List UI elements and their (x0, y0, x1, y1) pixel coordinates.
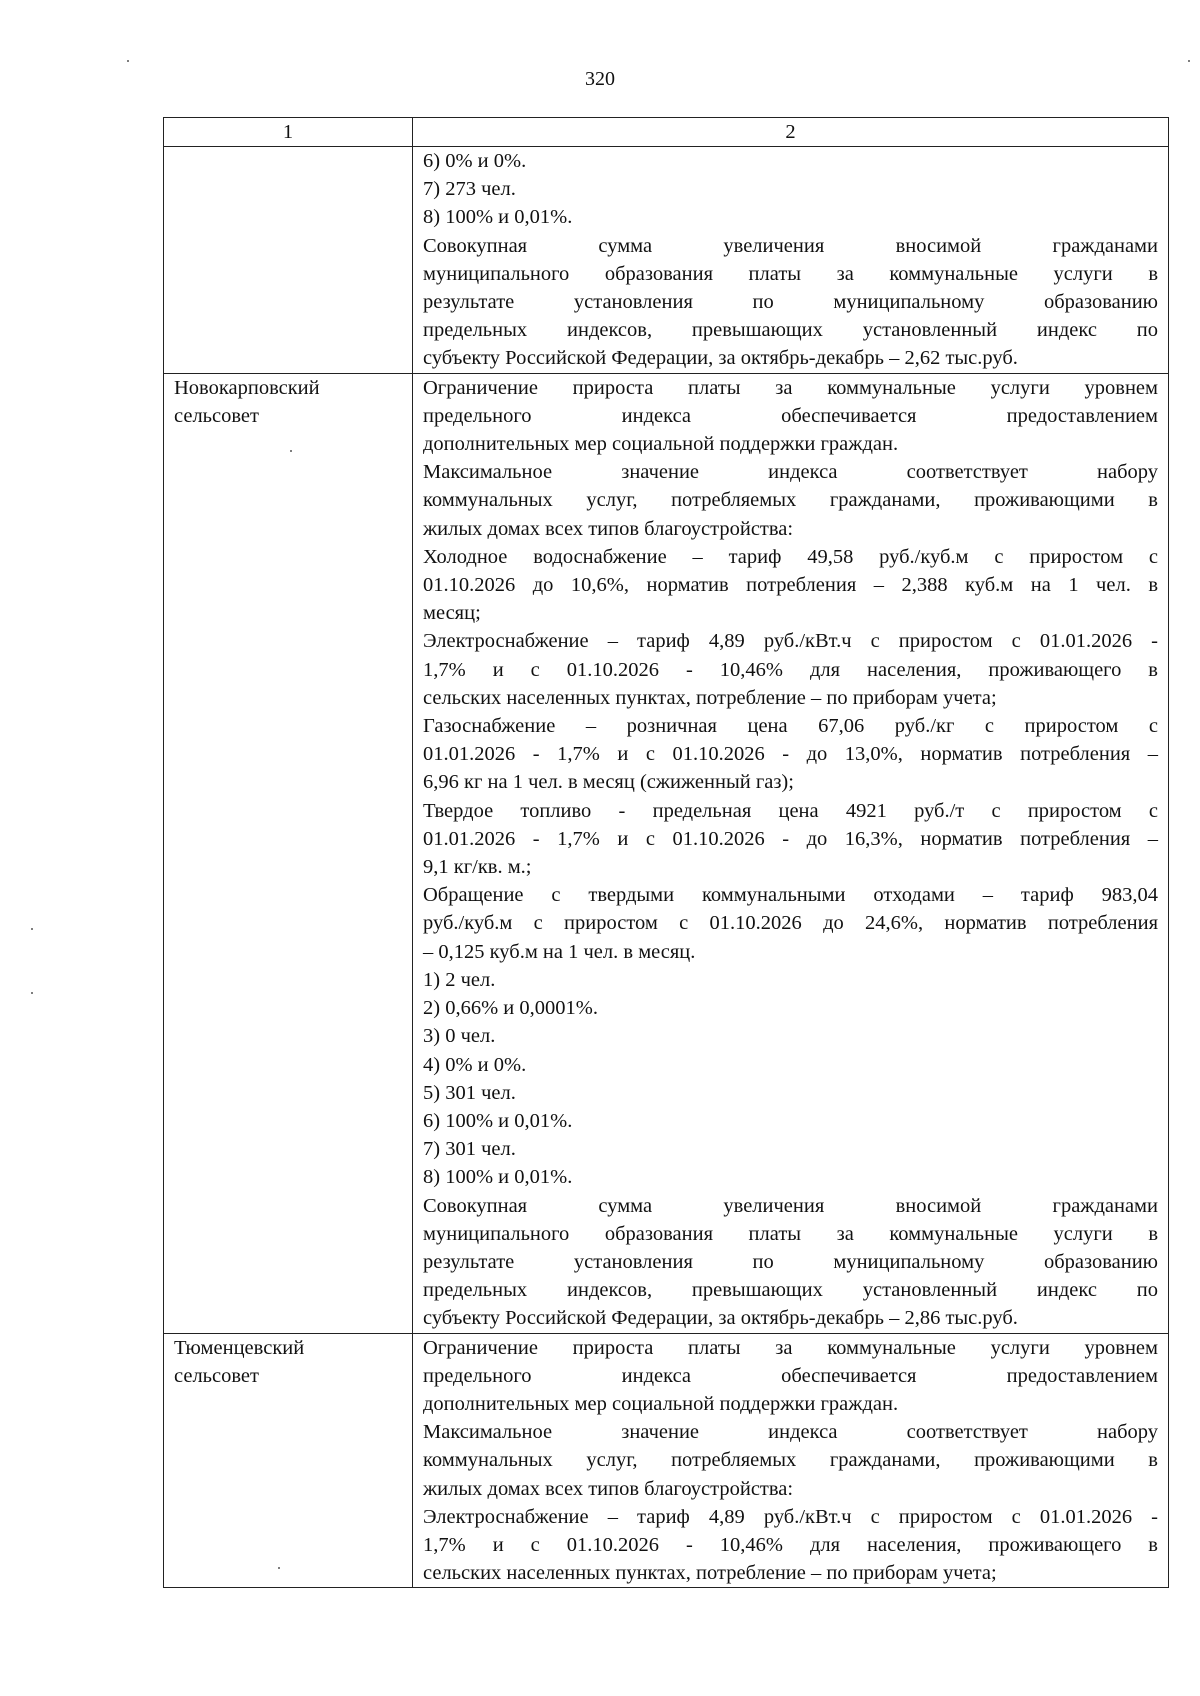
text-line: 6) 100% и 0,01%. (423, 1109, 573, 1132)
text-line: муниципального образования платы за коммунальные услуги в (423, 262, 1158, 285)
scan-speck (1188, 60, 1190, 62)
text-line: 9,1 кг/кв. м.; (423, 856, 532, 879)
text-line: руб./куб.м с приростом с 01.10.2026 до 24,6%, норматив потребления (423, 912, 1158, 935)
text-line: жилых домах всех типов благоустройства: (423, 1477, 794, 1500)
scan-speck (290, 450, 292, 452)
table-body (164, 147, 1169, 1588)
text-line: 8) 100% и 0,01%. (423, 1166, 573, 1189)
text-line: коммунальных услуг, потребляемых гражданами, проживающими в (423, 1449, 1158, 1472)
text-line: Твердое топливо - предельная цена 4921 руб./т с приростом с (423, 799, 1158, 822)
page-number: 320 (585, 68, 615, 90)
text-line: Электроснабжение – тариф 4,89 руб./кВт.ч с приростом с 01.01.2026 - (423, 1505, 1158, 1528)
text-line: 4) 0% и 0%. (423, 1053, 527, 1076)
scan-speck (127, 60, 129, 62)
text-line: Электроснабжение – тариф 4,89 руб./кВт.ч с приростом с 01.01.2026 - (423, 630, 1158, 653)
description-cell (413, 1333, 1169, 1588)
table-row (164, 1333, 1169, 1588)
text-line: 01.01.2026 - 1,7% и с 01.10.2026 - до 13,0%, норматив потребления – (423, 743, 1158, 766)
text-line: Максимальное значение индекса соответствует набору (423, 1421, 1158, 1444)
text-line: 5) 301 чел. (423, 1081, 516, 1104)
text-line: муниципального образования платы за коммунальные услуги в (423, 1222, 1158, 1245)
table-header-row (164, 118, 1169, 147)
column-header-1: 1 (164, 118, 413, 147)
text-line: 7) 273 чел. (423, 178, 516, 201)
text-line: предельного индекса обеспечивается предоставлением (423, 1364, 1158, 1387)
text-line: Максимальное значение индекса соответствует набору (423, 461, 1158, 484)
text-line: Ограничение прироста платы за коммунальные услуги уровнем (423, 1336, 1158, 1359)
text-line: Ограничение прироста платы за коммунальные услуги уровнем (423, 376, 1158, 399)
text-line: 01.10.2026 до 10,6%, норматив потребления – 2,388 куб.м на 1 чел. в (423, 574, 1158, 597)
text-line: субъекту Российской Федерации, за октябрь-декабрь – 2,86 тыс.руб. (423, 1307, 1018, 1330)
text-line: 7) 301 чел. (423, 1138, 516, 1161)
text-line: 6) 0% и 0%. (423, 150, 527, 172)
column-header-2: 2 (413, 118, 1169, 147)
text-line: 8) 100% и 0,01%. (423, 206, 573, 229)
text-line: жилых домах всех типов благоустройства: (423, 517, 794, 540)
text-line: Газоснабжение – розничная цена 67,06 руб./кг с приростом с (423, 715, 1158, 738)
text-line: дополнительных мер социальной поддержки граждан. (423, 1392, 899, 1415)
text-line: 1) 2 чел. (423, 968, 496, 991)
text-line: 1,7% и с 01.10.2026 - 10,46% для населения, проживающего в (423, 1533, 1158, 1556)
text-line: Совокупная сумма увеличения вносимой гражданами (423, 234, 1158, 257)
text-line: результате установления по муниципальному образованию (423, 1250, 1158, 1273)
text-line: 01.01.2026 - 1,7% и с 01.10.2026 - до 16,3%, норматив потребления – (423, 827, 1158, 850)
table-row (164, 147, 1169, 374)
text-line: 3) 0 чел. (423, 1025, 496, 1048)
text-line: предельных индексов, превышающих установленный индекс по (423, 319, 1158, 342)
text-line: сельских населенных пунктах, потребление – по приборам учета; (423, 686, 997, 709)
data-table (163, 117, 1169, 1588)
description-cell (413, 147, 1169, 374)
text-line: Совокупная сумма увеличения вносимой гражданами (423, 1194, 1158, 1217)
description-cell (413, 373, 1169, 1333)
text-line: 6,96 кг на 1 чел. в месяц (сжиженный газ); (423, 771, 794, 794)
table-row (164, 373, 1169, 1333)
text-line: субъекту Российской Федерации, за октябрь-декабрь – 2,62 тыс.руб. (423, 347, 1018, 370)
text-line: Холодное водоснабжение – тариф 49,58 руб./куб.м с приростом с (423, 545, 1158, 568)
municipality-name-cell (164, 147, 413, 374)
text-line: предельного индекса обеспечивается предоставлением (423, 404, 1158, 427)
municipality-name-cell: Новокарповский сельсовет (164, 373, 413, 1333)
scan-speck (31, 928, 33, 930)
text-line: 1,7% и с 01.10.2026 - 10,46% для населения, проживающего в (423, 658, 1158, 681)
text-line: результате установления по муниципальному образованию (423, 291, 1158, 314)
text-line: предельных индексов, превышающих установленный индекс по (423, 1279, 1158, 1302)
scan-speck (278, 1567, 280, 1569)
municipality-name-cell: Тюменцевский сельсовет (164, 1333, 413, 1588)
text-line: сельских населенных пунктах, потребление – по приборам учета; (423, 1562, 997, 1585)
scan-speck (31, 992, 33, 994)
text-line: 2) 0,66% и 0,0001%. (423, 997, 598, 1020)
text-line: коммунальных услуг, потребляемых гражданами, проживающими в (423, 489, 1158, 512)
text-line: Обращение с твердыми коммунальными отходами – тариф 983,04 (423, 884, 1158, 907)
text-line: месяц; (423, 602, 481, 625)
text-line: – 0,125 куб.м на 1 чел. в месяц. (423, 940, 696, 963)
text-line: дополнительных мер социальной поддержки граждан. (423, 433, 899, 456)
